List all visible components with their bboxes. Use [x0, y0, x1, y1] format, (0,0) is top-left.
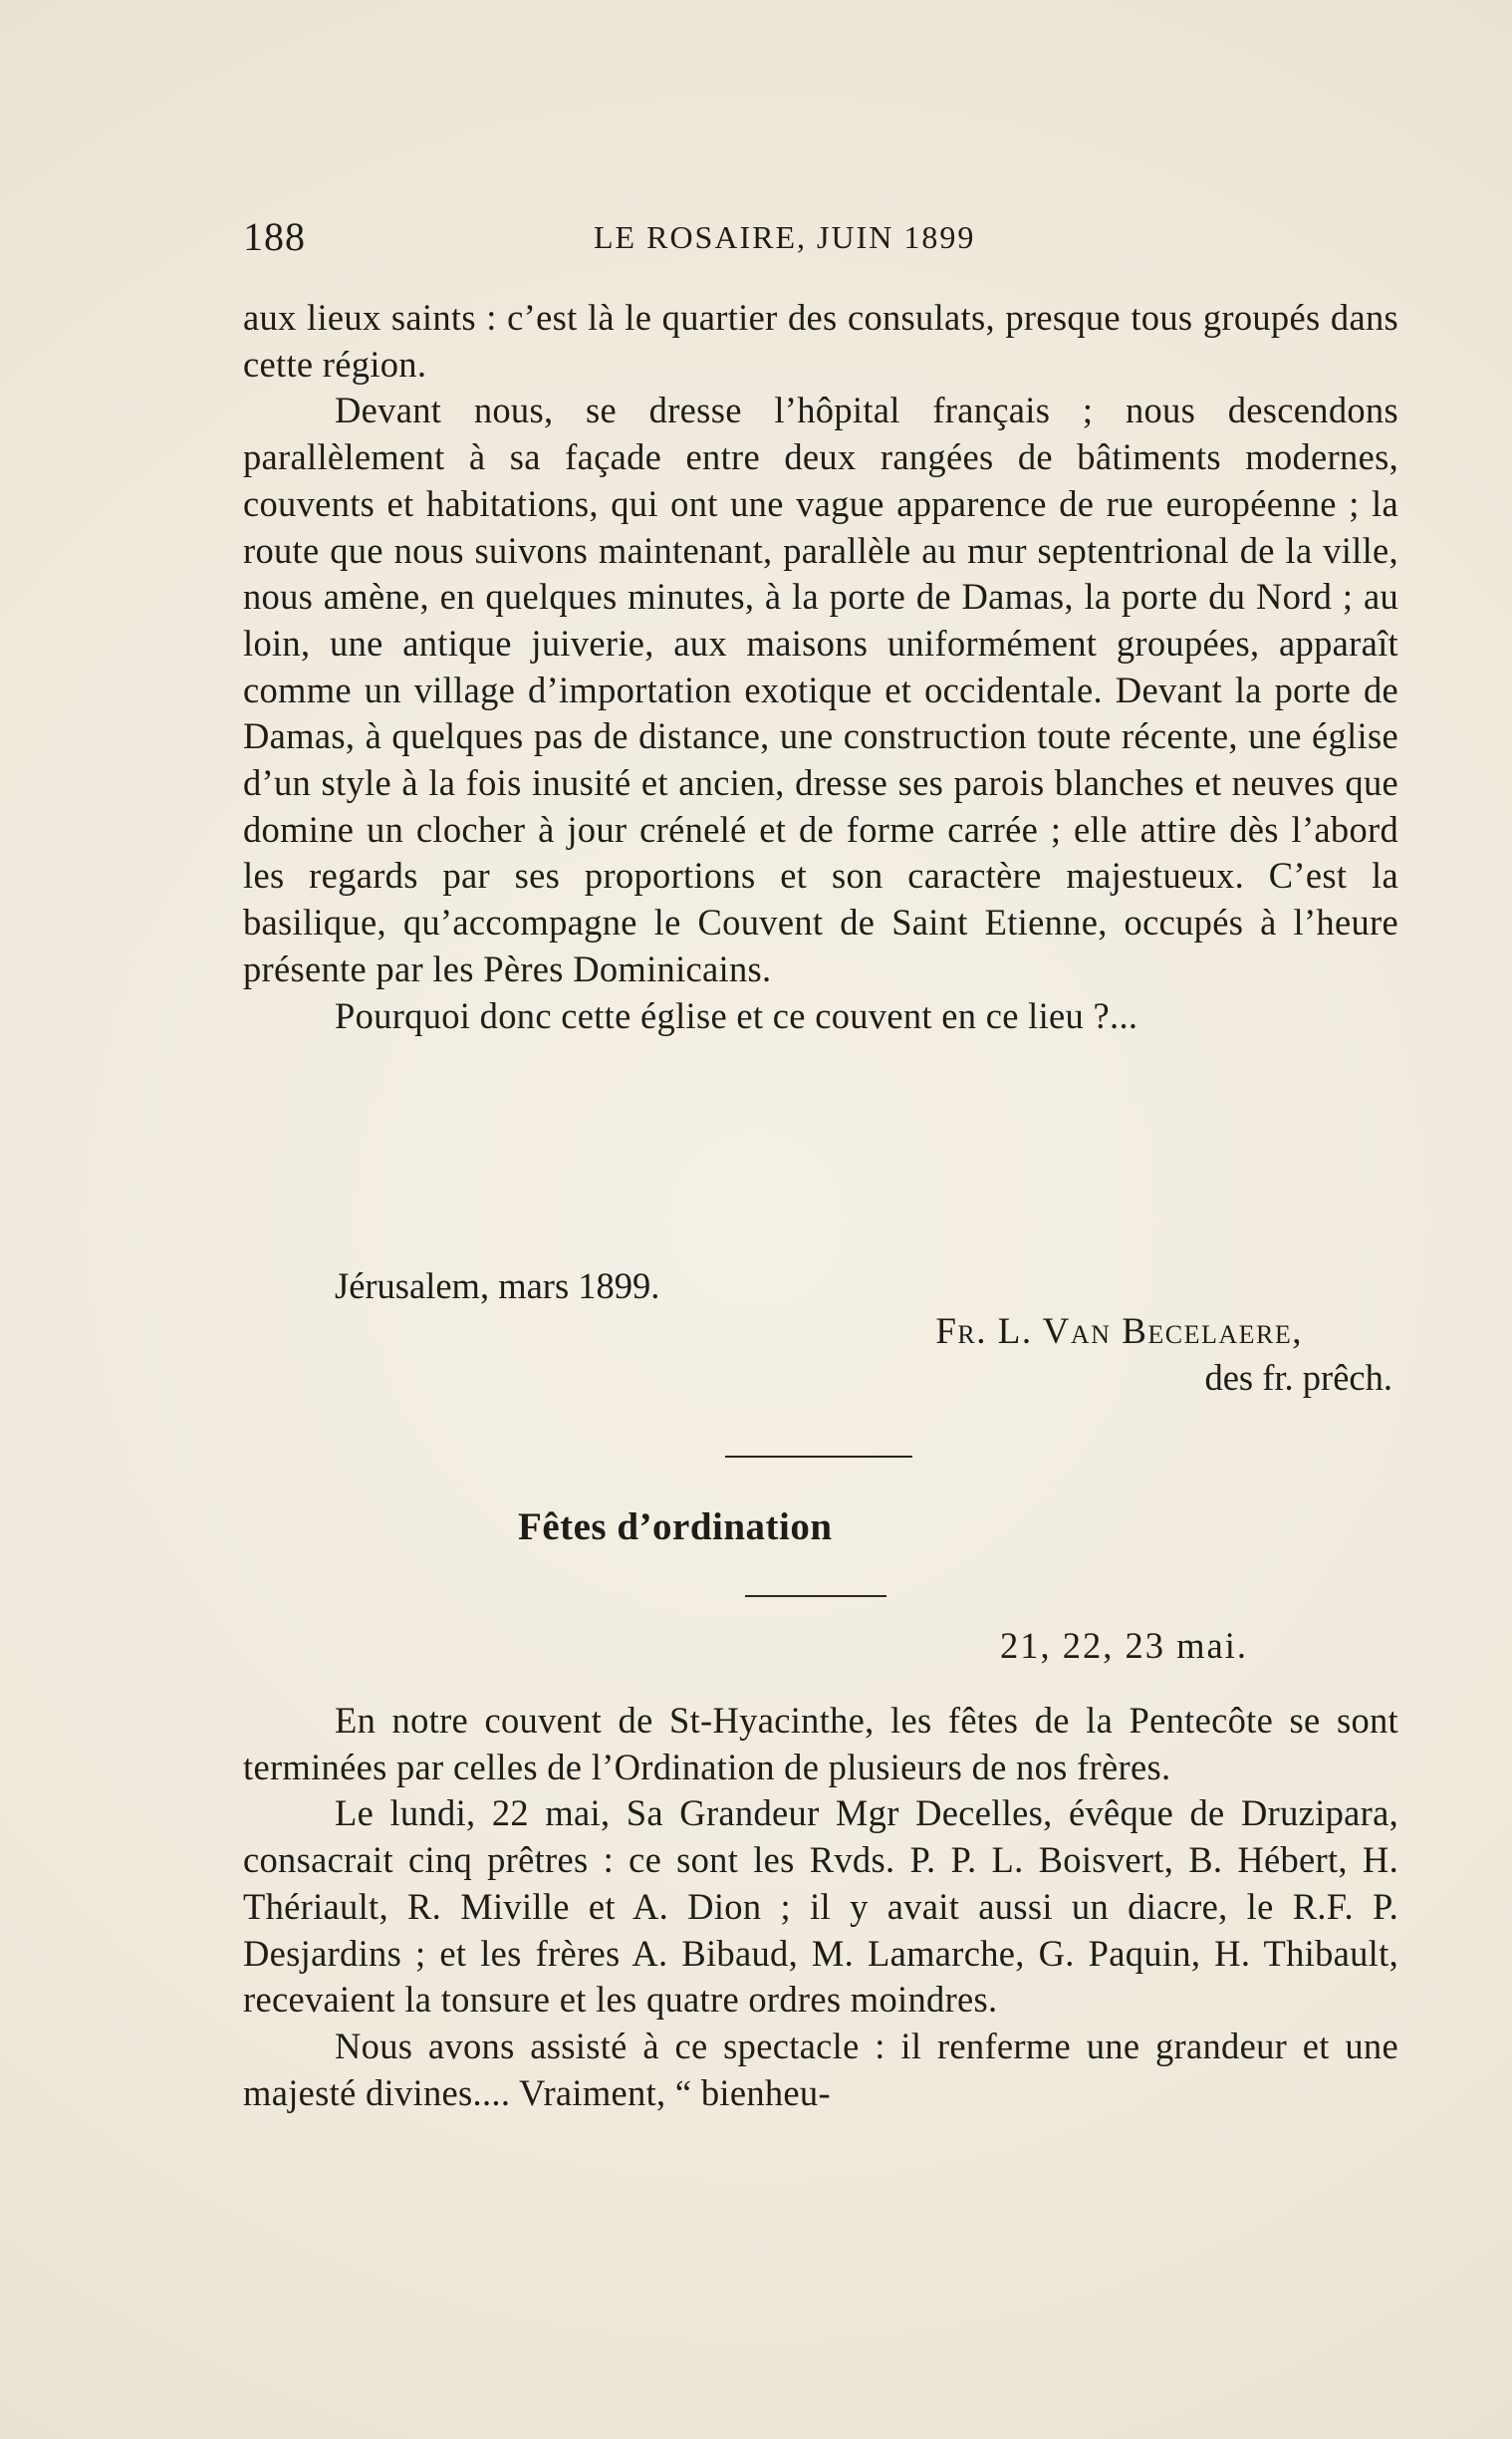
page-header — [243, 213, 1398, 273]
author-signature: Fr. L. Van Becelaere, — [935, 1311, 1303, 1352]
section-paragraph-2: Le lundi, 22 mai, Sa Grandeur Mgr Decelles, évêque de Druzipara, consacrait cinq prêtres : ce sont les Rvds. P. P. L. Boisvert, B. Hébert, H. Thériault, R. Miville et A. Dion ; il y avait aussi un diacre, le R.F. P. Desjardins ; et les frères A. Bibaud, M. Lamarche, G. Paquin, H. Thibault, recevaient la tonsure et les quatre ordres moindres. — [243, 1792, 1398, 2021]
section-title: Fêtes d’ordination — [518, 1505, 833, 1548]
section-date: 21, 22, 23 mai. — [1000, 1625, 1248, 1666]
section-paragraph-3: Nous avons assisté à ce spectacle : il renferme une grandeur et une majesté divines.... Vraiment, “ bienheu- — [243, 2025, 1398, 2113]
section-text — [243, 1698, 1398, 2116]
article-paragraph-2: Devant nous, se dresse l’hôpital français ; nous descendons parallèlement à sa façade entre deux rangées de bâtiments modernes, couvents et habitations, qui ont une vague apparence de rue européenne ; la route que nous suivons maintenant, parallèle au mur septentrional de la ville, nous amène, en quelques minutes, à la porte de Damas, la porte du Nord ; au loin, une antique juiverie, aux maisons uniformément groupées, apparaît comme un village d’importation exotique et occidentale. Devant la porte de Damas, à quelques pas de distance, une construction toute récente, une église d’un style à la fois inusité et ancien, dresse ses parois blanches et neuves que domine un clocher à jour crénelé et de forme carrée ; elle attire dès l’abord les regards par ses proportions et son caractère majestueux. C’est la basilique, qu’accompagne le Couvent de Saint Etienne, occupés à l’heure présente par les Pères Dominicains. — [243, 390, 1398, 989]
article-paragraph-1: aux lieux saints : c’est là le quartier des consulats, presque tous groupés dans cette région. — [243, 297, 1398, 385]
running-head: LE ROSAIRE, JUIN 1899 — [594, 219, 976, 255]
place-date: Jérusalem, mars 1899. — [335, 1265, 660, 1306]
section-paragraph-1: En notre couvent de St-Hyacinthe, les fêtes de la Pentecôte se sont terminées par celles de l’Ordination de plusieurs de nos frères. — [243, 1700, 1398, 1787]
author-title: des fr. prêch. — [1204, 1357, 1392, 1398]
section-divider-top — [725, 1456, 912, 1458]
section-divider-bottom — [745, 1595, 886, 1597]
article-text — [243, 295, 1398, 1039]
page-number: 188 — [243, 214, 306, 259]
article-paragraph-3: Pourquoi donc cette église et ce couvent en ce lieu ?... — [335, 994, 1138, 1036]
